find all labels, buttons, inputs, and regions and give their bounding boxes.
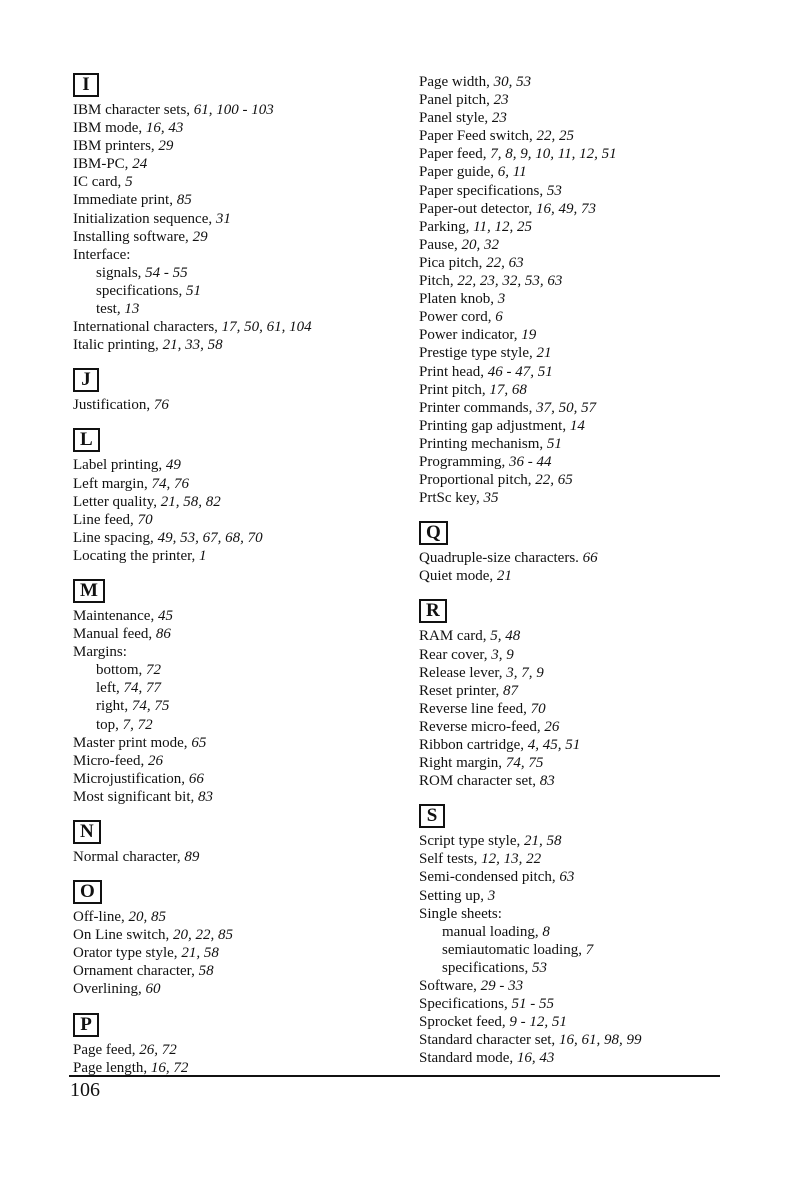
- entry-pages: 72: [146, 662, 162, 679]
- index-entry: [419, 1031, 749, 1049]
- index-section-q: [419, 521, 749, 585]
- entry-pages: 16, 61, 98, 99: [558, 1032, 642, 1049]
- entry-pages: 60: [145, 981, 161, 998]
- entry-pages: 6: [495, 309, 503, 326]
- index-entry: [73, 643, 403, 661]
- entry-term: Self tests,: [419, 851, 478, 868]
- entry-pages: 21: [536, 345, 552, 362]
- index-entry: [419, 254, 749, 272]
- entry-pages: 66: [188, 770, 204, 787]
- entry-term: Microjustification,: [73, 770, 186, 787]
- index-entry: [419, 850, 749, 868]
- page-number: 106: [70, 1079, 100, 1101]
- entry-pages: 30, 53: [493, 74, 532, 90]
- index-entry: [419, 700, 749, 718]
- index-entry: [419, 754, 749, 772]
- index-entry: [419, 381, 749, 399]
- index-entry: [73, 752, 403, 770]
- entry-term: Printer commands,: [419, 399, 533, 416]
- section-letter-heading: J: [73, 368, 99, 392]
- entry-term: Page width,: [419, 74, 490, 90]
- entry-pages: 12, 13, 22: [481, 851, 542, 868]
- entry-pages: 74, 77: [123, 680, 161, 697]
- index-entry: [419, 905, 749, 923]
- index-entry: [419, 417, 749, 435]
- entry-term: Page length,: [73, 1059, 148, 1076]
- entry-term: On Line switch,: [73, 927, 170, 944]
- entry-pages: 46 - 47, 51: [487, 363, 553, 380]
- entry-pages: 19: [521, 327, 537, 344]
- index-entry: [419, 91, 749, 109]
- entry-pages: 11, 12, 25: [473, 218, 533, 235]
- entry-pages: 7, 72: [122, 716, 153, 733]
- entry-pages: 26: [544, 718, 560, 735]
- index-entry: [419, 145, 749, 163]
- entry-term: Paper specifications,: [419, 182, 544, 199]
- index-section-r: [419, 599, 749, 790]
- entry-pages: 87: [502, 682, 518, 699]
- index-entry: [419, 163, 749, 181]
- entry-term: manual loading,: [442, 923, 539, 940]
- entry-pages: 66: [582, 550, 598, 567]
- entry-pages: 51 - 55: [511, 996, 554, 1013]
- index-entry: [73, 173, 403, 191]
- entry-term: Parking,: [419, 218, 470, 235]
- index-entry: [73, 119, 403, 137]
- section-gap: [73, 866, 403, 880]
- entry-term: Label printing,: [73, 457, 163, 474]
- entry-pages: 49, 53, 67, 68, 70: [157, 529, 263, 546]
- entry-pages: 26, 72: [139, 1041, 177, 1058]
- entry-term: Manual feed,: [73, 626, 153, 643]
- entry-term: Sprocket feed,: [419, 1014, 506, 1031]
- entry-pages: 21, 58: [524, 833, 562, 850]
- entry-term: Power indicator,: [419, 327, 518, 344]
- entry-term: Release lever,: [419, 664, 503, 681]
- index-entry: [73, 191, 403, 209]
- index-subentry: [73, 661, 403, 679]
- index-entry: [419, 73, 749, 91]
- entry-pages: 45: [157, 607, 173, 624]
- index-entry: [419, 1013, 749, 1031]
- index-entry: [73, 210, 403, 228]
- entry-pages: 3, 7, 9: [506, 664, 544, 681]
- entry-term: Most significant bit,: [73, 788, 195, 805]
- index-entry: [419, 399, 749, 417]
- index-entry: [419, 236, 749, 254]
- entry-term: Letter quality,: [73, 493, 157, 510]
- index-entry: [73, 529, 403, 547]
- entry-pages: 21, 58: [181, 945, 219, 962]
- entry-term: IC card,: [73, 174, 122, 191]
- index-entry: [73, 396, 403, 414]
- entry-pages: 53: [546, 182, 562, 199]
- section-gap: [73, 565, 403, 579]
- entry-pages: 21, 58, 82: [160, 493, 221, 510]
- entry-pages: 74, 75: [131, 698, 170, 715]
- entry-term: Pica pitch,: [419, 254, 483, 271]
- index-entry: [419, 1049, 749, 1067]
- entry-pages: 3: [487, 887, 496, 904]
- index-entry: [419, 868, 749, 886]
- entry-term: Script type style,: [419, 833, 521, 850]
- section-letter-heading: P: [73, 1013, 99, 1037]
- entry-term: Panel style,: [419, 110, 489, 127]
- entry-pages: 61, 100 - 103: [193, 102, 274, 118]
- section-gap: [73, 354, 403, 368]
- section-letter-heading: S: [419, 804, 445, 828]
- entry-pages: 74, 75: [505, 755, 544, 772]
- entry-term: Quadruple-size characters.: [419, 550, 579, 567]
- index-entry: [73, 788, 403, 806]
- entry-pages: 22, 65: [535, 472, 573, 489]
- section-gap: [73, 999, 403, 1013]
- index-entry: [419, 736, 749, 754]
- entry-term: Pause,: [419, 236, 458, 253]
- entry-term: PrtSc key,: [419, 490, 480, 507]
- index-entry: [419, 344, 749, 362]
- index-entry: [73, 475, 403, 493]
- entry-pages: 21, 33, 58: [162, 337, 223, 354]
- entry-term: Panel pitch,: [419, 92, 490, 109]
- entry-term: semiautomatic loading,: [442, 941, 582, 958]
- index-entry: [73, 228, 403, 246]
- entry-pages: 23: [493, 92, 509, 109]
- entry-pages: 6, 11: [497, 164, 527, 181]
- section-gap: [419, 585, 749, 599]
- entry-term: Print pitch,: [419, 381, 486, 398]
- footer-rule: [69, 1075, 720, 1077]
- section-gap: [419, 790, 749, 804]
- section-gap: [73, 806, 403, 820]
- entry-term: Off-line,: [73, 909, 125, 926]
- section-gap: [419, 507, 749, 521]
- index-entry: [73, 944, 403, 962]
- entry-term: Software,: [419, 978, 477, 995]
- entry-pages: 29 - 33: [480, 978, 524, 995]
- index-section-continued: [419, 73, 749, 507]
- entry-term: Reverse line feed,: [419, 700, 527, 717]
- index-entry: [73, 155, 403, 173]
- entry-pages: 74, 76: [151, 475, 189, 492]
- entry-pages: 29: [158, 138, 174, 155]
- index-entry: [419, 453, 749, 471]
- entry-pages: 36 - 44: [509, 453, 552, 470]
- index-entry: [73, 980, 403, 998]
- entry-term: Italic printing,: [73, 337, 159, 354]
- entry-term: Paper guide,: [419, 164, 494, 181]
- index-subentry: [419, 923, 749, 941]
- entry-term: IBM printers,: [73, 138, 155, 155]
- entry-term: Paper-out detector,: [419, 200, 533, 217]
- entry-pages: 54 - 55: [145, 264, 188, 281]
- entry-term: test,: [96, 301, 121, 318]
- index-section-o: [73, 880, 403, 998]
- index-entry: [73, 246, 403, 264]
- entry-pages: 3, 9: [491, 646, 514, 663]
- index-entry: [419, 718, 749, 736]
- entry-pages: 63: [559, 869, 575, 886]
- entry-term: Overlining,: [73, 981, 142, 998]
- entry-pages: 22, 25: [536, 128, 574, 145]
- index-entry: [419, 109, 749, 127]
- entry-term: Specifications,: [419, 996, 508, 1013]
- entry-pages: 5, 48: [490, 628, 521, 645]
- entry-pages: 83: [539, 773, 555, 790]
- entry-term: Ornament character,: [73, 963, 195, 980]
- index-entry: [73, 908, 403, 926]
- index-entry: [419, 272, 749, 290]
- entry-term: specifications,: [96, 282, 183, 299]
- entry-term: Standard mode,: [419, 1050, 514, 1067]
- index-section-s: [419, 804, 749, 1067]
- section-gap: [73, 414, 403, 428]
- entry-term: Installing software,: [73, 228, 189, 245]
- entry-pages: 13: [124, 301, 140, 318]
- index-entry: [73, 336, 403, 354]
- entry-pages: 26: [147, 752, 163, 769]
- index-entry: [419, 627, 749, 645]
- index-section-j: [73, 368, 403, 414]
- entry-term: Prestige type style,: [419, 345, 533, 362]
- entry-pages: 51: [546, 435, 562, 452]
- entry-pages: 24: [132, 156, 148, 173]
- entry-pages: 70: [530, 700, 546, 717]
- index-entry: [73, 848, 403, 866]
- entry-term: Left margin,: [73, 475, 148, 492]
- entry-term: International characters,: [73, 319, 218, 336]
- entry-term: Programming,: [419, 453, 506, 470]
- entry-pages: 22, 63: [486, 254, 524, 271]
- entry-term: Standard character set,: [419, 1032, 556, 1049]
- entry-pages: 21: [496, 568, 512, 585]
- entry-term: Reset printer,: [419, 682, 500, 699]
- entry-pages: 14: [569, 417, 585, 434]
- entry-term: signals,: [96, 264, 142, 281]
- entry-pages: 16, 49, 73: [535, 200, 596, 217]
- entry-term: Right margin,: [419, 755, 503, 772]
- index-column-left: [73, 73, 403, 1077]
- entry-pages: 7: [585, 941, 594, 958]
- index-subentry: [73, 282, 403, 300]
- section-letter-heading: L: [73, 428, 100, 452]
- index-entry: [419, 218, 749, 236]
- entry-term: Print head,: [419, 363, 484, 380]
- entry-term: Maintenance,: [73, 607, 155, 624]
- index-entry: [73, 511, 403, 529]
- entry-term: right,: [96, 698, 129, 715]
- index-entry: [73, 625, 403, 643]
- section-letter-heading: O: [73, 880, 102, 904]
- entry-pages: 53: [531, 959, 547, 976]
- index-entry: [419, 664, 749, 682]
- index-subentry: [419, 941, 749, 959]
- index-entry: [419, 127, 749, 145]
- entry-term: IBM-PC,: [73, 156, 129, 173]
- entry-pages: 58: [198, 963, 214, 980]
- entry-term: Paper Feed switch,: [419, 128, 533, 145]
- entry-term: Ribbon cartridge,: [419, 737, 524, 753]
- index-entry: [73, 137, 403, 155]
- index-entry: [419, 977, 749, 995]
- index-entry: [419, 489, 749, 507]
- index-entry: [73, 607, 403, 625]
- entry-pages: 20, 22, 85: [172, 927, 233, 944]
- section-letter-heading: M: [73, 579, 105, 603]
- index-subentry: [419, 959, 749, 977]
- index-entry: [73, 962, 403, 980]
- entry-term: Page feed,: [73, 1041, 136, 1058]
- entry-term: Platen knob,: [419, 291, 494, 308]
- entry-term: Orator type style,: [73, 945, 178, 962]
- entry-term: Immediate print,: [73, 192, 173, 209]
- entry-pages: 89: [184, 849, 200, 865]
- entry-pages: 65: [191, 734, 207, 751]
- entry-pages: 17, 68: [489, 381, 527, 398]
- index-section-n: [73, 820, 403, 866]
- index-entry: [419, 549, 749, 567]
- entry-pages: 7, 8, 9, 10, 11, 12, 51: [490, 146, 617, 163]
- index-entry: [419, 646, 749, 664]
- entry-term: ROM character set,: [419, 773, 537, 790]
- entry-pages: 4, 45, 51: [527, 737, 581, 753]
- index-entry: [73, 493, 403, 511]
- index-entry: [419, 308, 749, 326]
- section-letter-heading: R: [419, 599, 447, 623]
- entry-term: Printing mechanism,: [419, 435, 544, 452]
- index-entry: [73, 318, 403, 336]
- index-entry: [73, 456, 403, 474]
- index-entry: [419, 326, 749, 344]
- section-letter-heading: N: [73, 820, 101, 844]
- entry-pages: 51: [185, 282, 201, 299]
- entry-term: Margins:: [73, 644, 127, 661]
- entry-pages: 49: [165, 457, 181, 474]
- index-entry: [419, 995, 749, 1013]
- entry-term: Setting up,: [419, 887, 485, 904]
- entry-term: Master print mode,: [73, 734, 188, 751]
- entry-term: Single sheets:: [419, 905, 502, 922]
- entry-pages: 37, 50, 57: [536, 399, 597, 416]
- entry-term: Line spacing,: [73, 529, 154, 546]
- entry-pages: 20, 85: [128, 909, 167, 926]
- entry-pages: 35: [483, 490, 499, 507]
- entry-term: left,: [96, 680, 120, 697]
- entry-term: Quiet mode,: [419, 568, 494, 585]
- entry-pages: 85: [176, 192, 192, 209]
- index-section-l: [73, 428, 403, 565]
- entry-pages: 29: [192, 228, 208, 245]
- entry-term: Normal character,: [73, 849, 181, 865]
- entry-pages: 8: [542, 923, 550, 940]
- index-entry: [419, 682, 749, 700]
- entry-pages: 1: [199, 547, 207, 564]
- index-section-p: [73, 1013, 403, 1077]
- entry-term: Micro-feed,: [73, 752, 145, 769]
- index-entry: [73, 770, 403, 788]
- entry-term: Interface:: [73, 246, 131, 263]
- entry-pages: 70: [137, 511, 153, 528]
- entry-pages: 76: [153, 397, 169, 414]
- index-entry: [73, 734, 403, 752]
- entry-term: Proportional pitch,: [419, 472, 532, 489]
- entry-pages: 22, 23, 32, 53, 63: [457, 273, 563, 290]
- entry-term: Initialization sequence,: [73, 210, 213, 227]
- index-section-i: [73, 73, 403, 354]
- index-entry: [73, 547, 403, 565]
- index-column-right: [419, 73, 749, 1068]
- index-entry: [419, 832, 749, 850]
- entry-term: Power cord,: [419, 309, 492, 326]
- entry-pages: 17, 50, 61, 104: [221, 319, 312, 336]
- index-entry: [419, 567, 749, 585]
- section-letter-heading: Q: [419, 521, 448, 545]
- entry-term: Semi-condensed pitch,: [419, 869, 556, 886]
- entry-pages: 16, 43: [145, 120, 184, 137]
- entry-term: top,: [96, 716, 119, 733]
- index-subentry: [73, 716, 403, 734]
- entry-term: Reverse micro-feed,: [419, 718, 541, 735]
- entry-pages: 83: [198, 788, 213, 805]
- entry-term: Pitch,: [419, 273, 454, 290]
- entry-pages: 16, 72: [150, 1059, 189, 1076]
- entry-pages: 9 - 12, 51: [509, 1014, 567, 1031]
- entry-term: Line feed,: [73, 511, 134, 528]
- index-entry: [73, 1041, 403, 1059]
- entry-pages: 5: [125, 174, 133, 191]
- entry-term: Rear cover,: [419, 646, 488, 663]
- entry-pages: 3: [497, 291, 506, 308]
- index-entry: [419, 471, 749, 489]
- entry-term: Justification,: [73, 397, 151, 414]
- entry-pages: 20, 32: [461, 236, 499, 253]
- section-letter-heading: I: [73, 73, 99, 97]
- index-entry: [419, 290, 749, 308]
- index-entry: [419, 182, 749, 200]
- entry-term: Printing gap adjustment,: [419, 417, 567, 434]
- entry-term: bottom,: [96, 662, 143, 679]
- entry-pages: 16, 43: [516, 1050, 555, 1067]
- index-subentry: [73, 264, 403, 282]
- entry-term: specifications,: [442, 959, 529, 976]
- index-entry: [419, 363, 749, 381]
- index-entry: [419, 435, 749, 453]
- index-section-m: [73, 579, 403, 806]
- entry-term: RAM card,: [419, 628, 487, 645]
- entry-term: Paper feed,: [419, 146, 487, 163]
- index-entry: [73, 101, 403, 119]
- entry-term: IBM character sets,: [73, 102, 191, 118]
- entry-pages: 86: [155, 626, 171, 643]
- index-entry: [73, 926, 403, 944]
- index-entry: [419, 200, 749, 218]
- index-subentry: [73, 679, 403, 697]
- index-entry: [419, 887, 749, 905]
- index-entry: [419, 772, 749, 790]
- entry-pages: 23: [491, 110, 507, 127]
- index-subentry: [73, 697, 403, 715]
- entry-term: IBM mode,: [73, 120, 143, 137]
- index-subentry: [73, 300, 403, 318]
- entry-pages: 31: [215, 210, 231, 227]
- entry-term: Locating the printer,: [73, 547, 196, 564]
